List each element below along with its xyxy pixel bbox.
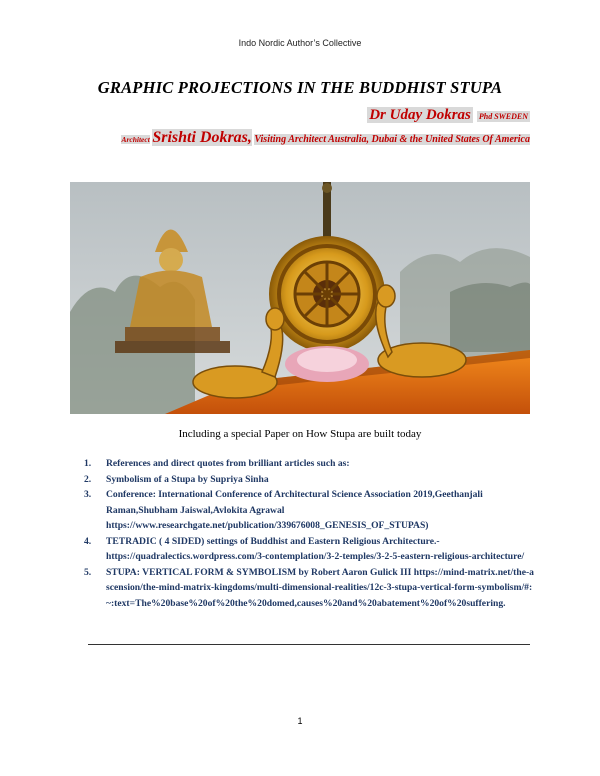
- list-number: 1.: [84, 458, 92, 469]
- author-name: Dr Uday Dokras: [369, 107, 471, 123]
- list-number: 4.: [84, 535, 92, 547]
- list-item: [84, 472, 534, 488]
- list-number: 2.: [84, 473, 92, 485]
- page-number: 1: [297, 716, 303, 726]
- references-list: [84, 456, 534, 611]
- photo-caption: Including a special Paper on How Stupa are built today: [178, 428, 422, 440]
- author2-role: Architect: [121, 135, 150, 144]
- cover-photo: [70, 182, 530, 414]
- document-title: GRAPHIC PROJECTIONS IN THE BUDDHIST STUPA: [97, 78, 503, 97]
- page-header: Indo Nordic Author’s Collective: [238, 38, 362, 48]
- list-item: [84, 487, 534, 534]
- reference-text: Symbolism of a Stupa by Supriya Sinha: [106, 473, 269, 485]
- reference-text: TETRADIC ( 4 SIDED) settings of Buddhist and Eastern Religious Architecture.- https://quadralectics.wordpress.com/3-contemplation/3-2-temples/3-2-5-eastern-religious-architecture/: [106, 535, 525, 562]
- author2-description: Visiting Architect Australia, Dubai & the United States Of America: [254, 134, 530, 145]
- list-item: [84, 565, 534, 612]
- reference-text: Conference: International Conference of Architectural Science Association 2019,Geethanjali Raman,Shubham Jaiswal,Avlokita Agrawal https://www.researchgate.net/publication/339676008_GENESIS_OF_STUPAS): [106, 489, 483, 531]
- author-secondary: [94, 131, 530, 146]
- author2-name: Srishti Dokras,: [152, 129, 252, 146]
- reference-text: References and direct quotes from brilliant articles such as:: [106, 458, 350, 469]
- author-primary: [367, 106, 530, 124]
- list-number: 5.: [84, 566, 92, 578]
- divider: [88, 644, 530, 645]
- list-item: [84, 534, 534, 565]
- reference-text: STUPA: VERTICAL FORM & SYMBOLISM by Robert Aaron Gulick III https://mind-matrix.net/the-ascension/the-mind-matrix-kingdoms/multi-dimensional-realities/12c-3-stupa-vertical-form-symbolism/#:~:text=The%20base%20of%20the%20domed,causes%20and%20abatement%20of%20suffering.: [106, 566, 534, 609]
- author-degree: Phd SWEDEN: [478, 112, 528, 121]
- list-number: 3.: [84, 489, 92, 500]
- list-item: [84, 456, 534, 472]
